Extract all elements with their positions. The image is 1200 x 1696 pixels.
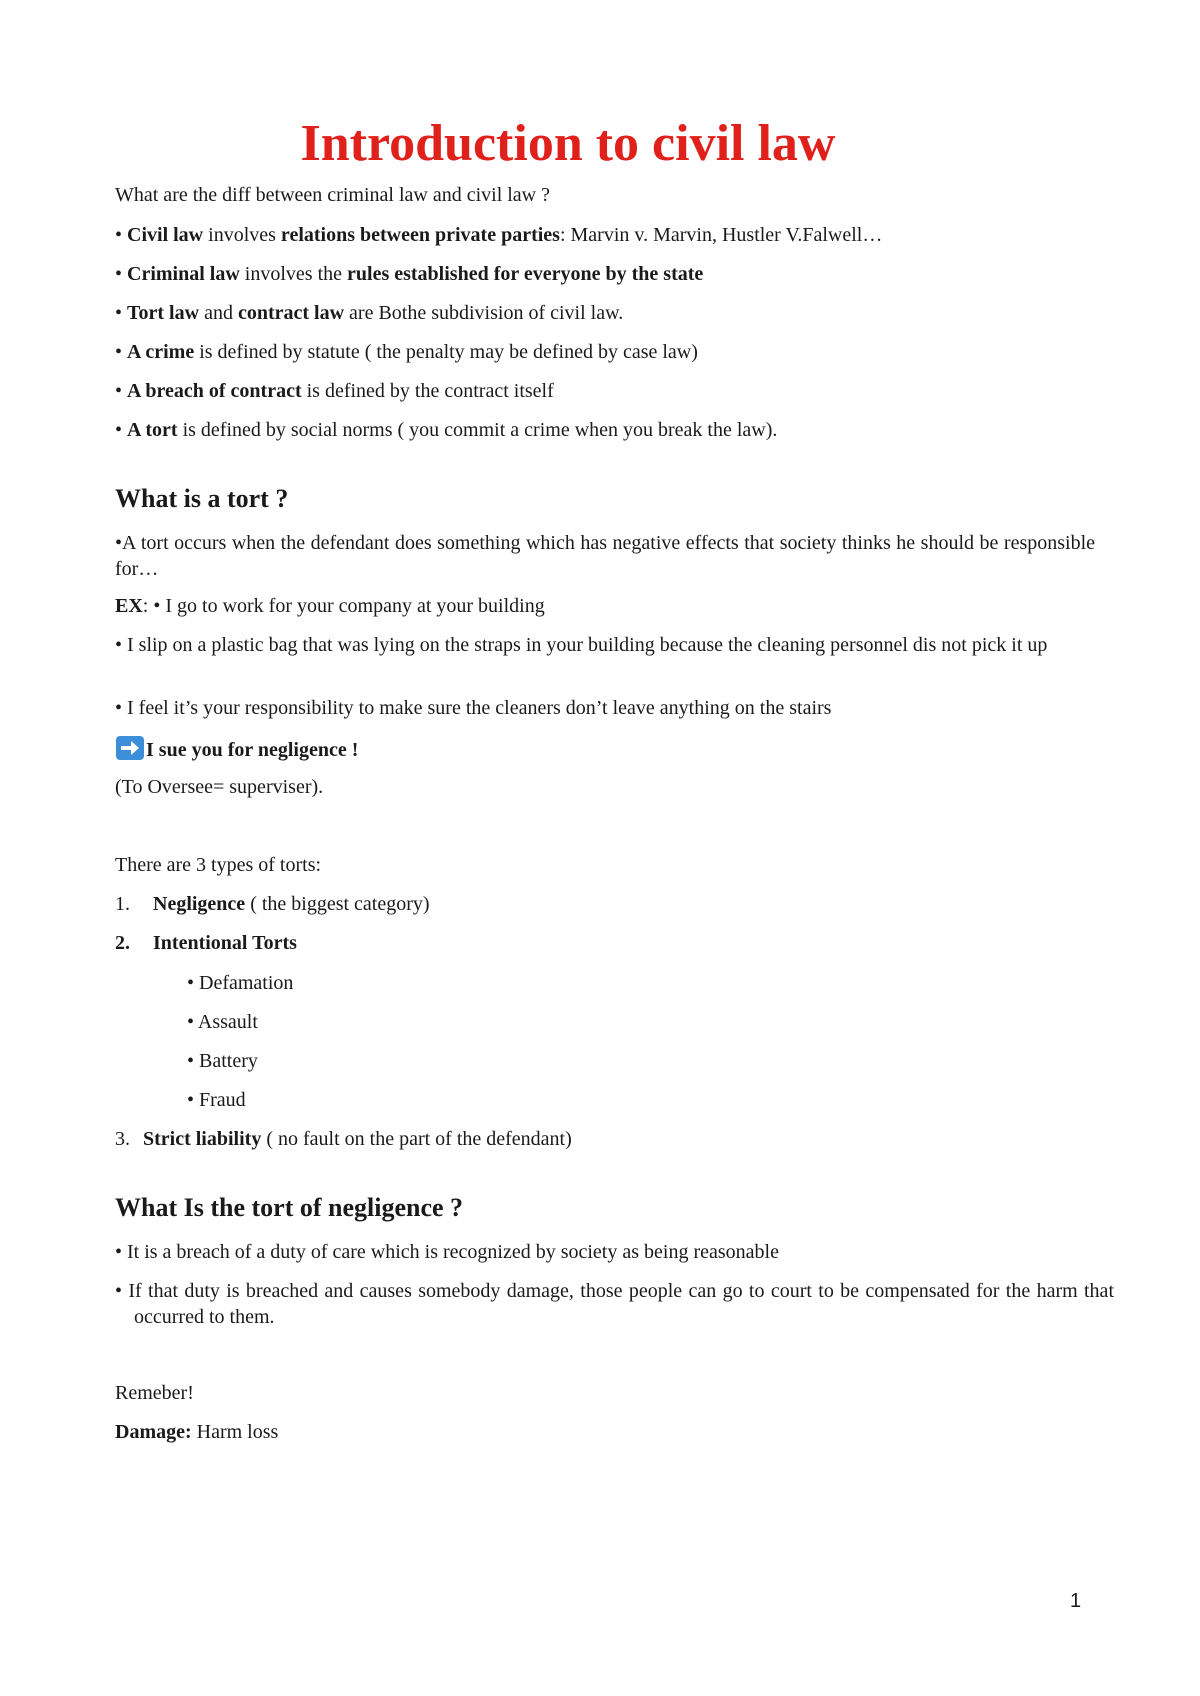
bold-term: Strict liability [143, 1128, 262, 1150]
remember-note: Remeber! [115, 1382, 194, 1404]
sub-item-fraud: • Fraud [187, 1089, 246, 1111]
bold-term: Tort law [127, 302, 200, 324]
sub-item-assault: • Assault [187, 1011, 258, 1033]
text-run: : • I go to work for your company at your building [142, 595, 545, 617]
type-item-intentional-torts [115, 930, 1095, 956]
bold-term: relations between private parties [280, 224, 560, 246]
example-bullet-slip: • I slip on a plastic bag that was lying on the straps in your building because the cleaning personnel dis not pick it up [115, 634, 1048, 656]
bold-term: A tort [127, 419, 178, 441]
list-number: 2. [115, 932, 130, 954]
bold-term: rules established for everyone by the state [347, 263, 704, 285]
type-item-strict-liability [115, 1126, 1095, 1152]
oversee-note: (To Oversee= superviser). [115, 776, 324, 798]
list-number: 3. [115, 1128, 130, 1150]
list-number: 1. [115, 893, 130, 915]
bullet-tort [115, 417, 1095, 443]
text-run: is defined by the contract itself [301, 380, 554, 402]
bold-term: contract law [237, 302, 345, 324]
right-arrow-icon [115, 735, 145, 761]
text-run: is defined by statute ( the penalty may be defined by case law) [194, 341, 698, 363]
text-run: ( the biggest category) [245, 893, 430, 915]
bold-term: Negligence [153, 893, 246, 915]
sub-item-battery: • Battery [187, 1050, 258, 1072]
bold-term: A crime [127, 341, 195, 363]
bullet-civil-law [115, 222, 1095, 248]
text-run: are Bothe subdivision of civil law. [344, 302, 624, 324]
example-label: EX [115, 595, 143, 617]
bullet-marker: • [115, 341, 128, 363]
bold-term: Damage: [115, 1421, 192, 1443]
bold-term: A breach of contract [127, 380, 302, 402]
text-run: involves [203, 224, 281, 246]
bullet-marker: • [115, 263, 128, 285]
sub-item-defamation: • Defamation [187, 972, 294, 994]
bullet-criminal-law [115, 261, 1095, 287]
heading-tort-of-negligence: What Is the tort of negligence ? [115, 1193, 464, 1222]
bullet-tort-contract-law [115, 300, 1095, 326]
intro-question: What are the diff between criminal law and civil law ? [115, 184, 550, 206]
tort-definition: •A tort occurs when the defendant does something which has negative effects that society thinks he should be responsible for… [115, 532, 1095, 580]
sue-text: I sue you for negligence ! [146, 739, 359, 761]
example-bullet-responsibility: • I feel it’s your responsibility to make sure the cleaners don’t leave anything on the stairs [115, 697, 832, 719]
bold-term: Criminal law [127, 263, 240, 285]
bold-term: Intentional Torts [153, 932, 297, 954]
bullet-crime [115, 339, 1095, 365]
types-intro: There are 3 types of torts: [115, 854, 322, 876]
text-run: involves the [239, 263, 348, 285]
bullet-breach-of-contract [115, 378, 1095, 404]
text-run: and [199, 302, 238, 324]
bullet-marker: • [115, 380, 128, 402]
text-run: is defined by social norms ( you commit a crime when you break the law). [177, 419, 778, 441]
bullet-marker: • [115, 224, 128, 246]
bold-term: Civil law [127, 224, 204, 246]
negligence-bullet-breach: • It is a breach of a duty of care which is recognized by society as being reasonable [115, 1241, 779, 1263]
heading-what-is-a-tort: What is a tort ? [115, 484, 289, 513]
damage-definition [115, 1419, 1095, 1445]
example-line [115, 593, 1095, 619]
page-number: 1 [1070, 1590, 1082, 1612]
document-title: Introduction to civil law [300, 115, 836, 172]
sue-line [115, 735, 1095, 763]
bullet-marker: • [115, 302, 128, 324]
negligence-bullet-damage: • If that duty is breached and causes somebody damage, those people can go to court to be compensated for the harm that occurred to them. [115, 1280, 1114, 1328]
text-run: ( no fault on the part of the defendant) [261, 1128, 572, 1150]
text-run: Harm loss [191, 1421, 279, 1443]
type-item-negligence [115, 891, 1095, 917]
text-run: : Marvin v. Marvin, Hustler V.Falwell… [559, 224, 883, 246]
bullet-marker: • [115, 419, 128, 441]
